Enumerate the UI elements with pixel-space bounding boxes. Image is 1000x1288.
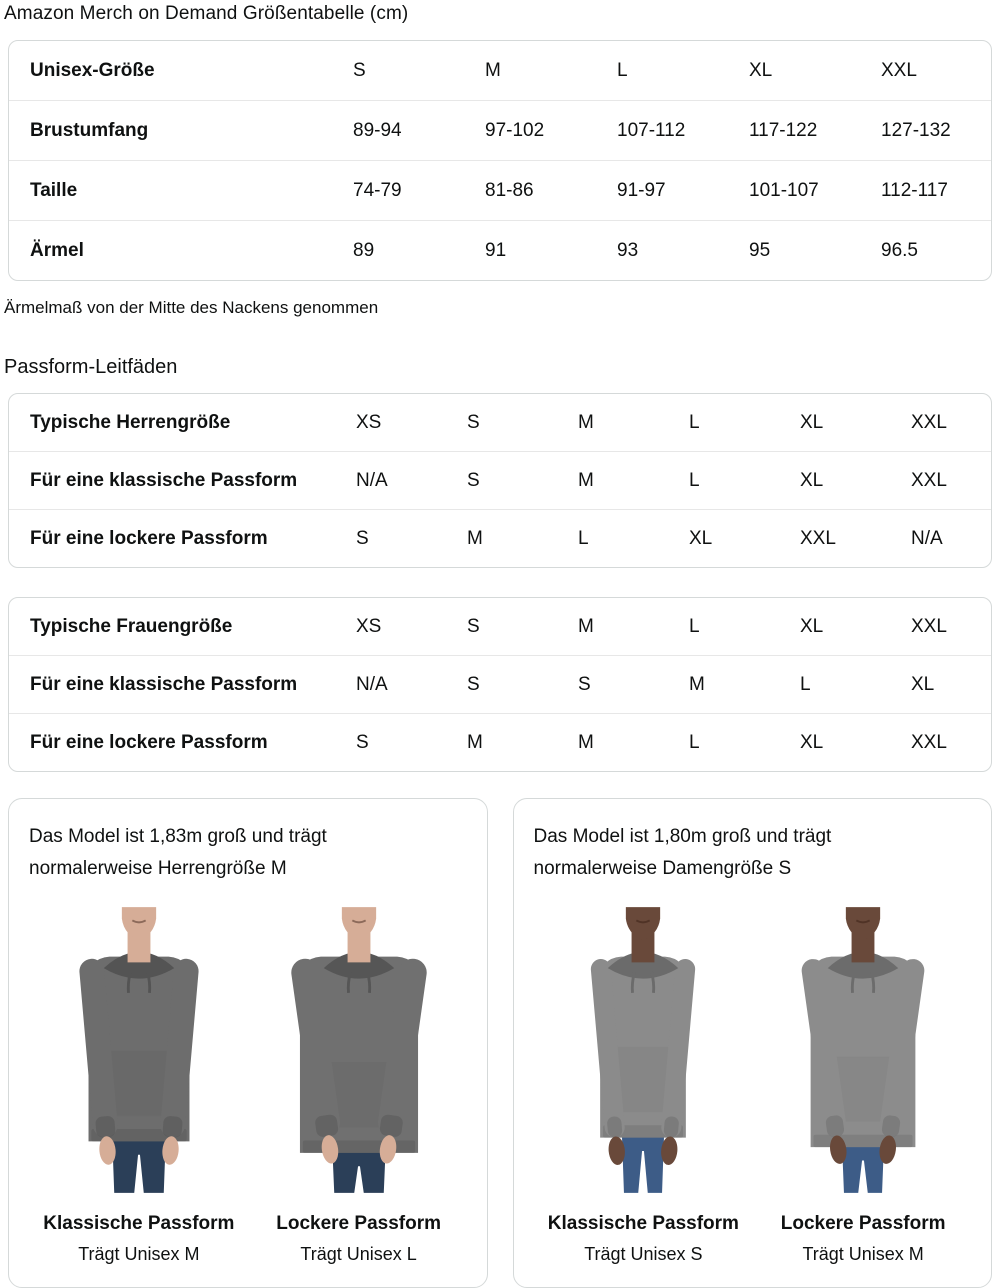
row-label: Für eine lockere Passform [30,731,268,753]
model-description: Das Model ist 1,80m groß und trägt normalerweise Damengröße S [533,826,832,879]
table-row [9,394,991,451]
size-cell: XL [749,59,773,81]
fit-label: Klassische Passform [547,1213,739,1234]
size-cell: S [578,673,591,695]
size-cell: 96.5 [881,239,918,261]
size-cell: XL [800,411,824,433]
fit-label: Lockere Passform [276,1213,441,1234]
size-cell: L [689,469,700,491]
female-classic-fit-photo [534,907,754,1197]
size-cell: M [467,527,483,549]
size-cell: M [578,615,594,637]
size-cell: 93 [617,239,639,261]
size-cell: 101-107 [749,179,819,201]
table-row [9,598,991,655]
table-row [9,655,991,713]
model-figure [29,907,249,1265]
size-cell: XXL [911,411,947,433]
size-cell: XXL [800,527,836,549]
row-label: Brustumfang [30,119,149,141]
size-cell: M [467,731,483,753]
size-cell: 112-117 [881,179,948,201]
size-cell: XL [911,673,935,695]
table-row [9,160,991,220]
size-cell: L [689,615,700,637]
size-cell: XL [800,731,824,753]
row-label: Typische Herrengröße [30,411,231,433]
size-cell: XL [689,527,713,549]
size-cell: 74-79 [353,179,402,201]
size-cell: N/A [356,673,388,695]
female-loose-fit-photo [753,907,973,1197]
row-label: Für eine lockere Passform [30,527,268,549]
mens-fit-table [8,393,992,568]
size-cell: L [578,527,589,549]
size-cell: XS [356,411,382,433]
size-cell: 89 [353,239,375,261]
unisex-size-table [8,40,992,281]
model-cards [8,798,992,1288]
size-cell: M [578,731,594,753]
size-cell: S [467,411,480,433]
size-cell: XL [800,615,824,637]
model-figure [534,907,754,1265]
womens-model-card [513,798,993,1288]
size-cell: XL [800,469,824,491]
size-cell: 91-97 [617,179,666,201]
row-label: Ärmel [30,239,84,261]
row-label: Taille [30,179,78,201]
size-cell: N/A [911,527,943,549]
size-cell: S [467,615,480,637]
size-cell: XS [356,615,382,637]
size-cell: L [689,731,700,753]
size-cell: 97-102 [485,119,545,141]
row-label: Für eine klassische Passform [30,469,298,491]
table-row [9,41,991,100]
womens-fit-table [8,597,992,772]
fit-size-label: Trägt Unisex L [300,1244,417,1264]
model-figure [249,907,469,1265]
fit-label: Lockere Passform [780,1213,946,1234]
size-cell: S [353,59,366,81]
table-row [9,713,991,771]
size-cell: 81-86 [485,179,534,201]
size-cell: 89-94 [353,119,402,141]
size-cell: M [578,411,594,433]
row-label: Typische Frauengröße [30,615,233,637]
model-figure [753,907,973,1265]
size-cell: 95 [749,239,771,261]
fit-size-label: Trägt Unisex S [584,1244,703,1264]
size-cell: S [356,731,369,753]
size-cell: 91 [485,239,507,261]
table-row [9,100,991,160]
table-row [9,509,991,567]
male-classic-fit-photo [29,907,249,1197]
size-cell: L [800,673,811,695]
size-cell: L [689,411,700,433]
male-loose-fit-photo [249,907,469,1197]
size-cell: XXL [911,615,947,637]
row-label: Für eine klassische Passform [30,673,298,695]
page-title: Amazon Merch on Demand Größentabelle (cm) [4,3,409,24]
mens-model-card [8,798,488,1288]
size-cell: M [689,673,705,695]
fit-size-label: Trägt Unisex M [802,1244,924,1264]
table-row [9,451,991,509]
size-cell: 117-122 [749,119,818,141]
size-cell: 107-112 [617,119,686,141]
fit-label: Klassische Passform [43,1213,235,1234]
size-cell: M [578,469,594,491]
fit-size-label: Trägt Unisex M [78,1244,200,1264]
sleeve-measure-footnote: Ärmelmaß von der Mitte des Nackens genommen [4,298,379,317]
table-row [9,220,991,280]
size-cell: S [467,469,480,491]
row-label: Unisex-Größe [30,59,155,81]
fit-guides-title: Passform-Leitfäden [4,356,178,378]
size-cell: N/A [356,469,388,491]
model-figures [534,907,974,1265]
size-cell: XXL [881,59,917,81]
size-cell: S [356,527,369,549]
size-cell: XXL [911,469,947,491]
size-cell: S [467,673,480,695]
model-description: Das Model ist 1,83m groß und trägt normalerweise Herrengröße M [29,826,327,879]
model-figures [29,907,469,1265]
size-cell: M [485,59,501,81]
size-cell: 127-132 [881,119,951,141]
size-cell: XXL [911,731,947,753]
size-cell: L [617,59,628,81]
